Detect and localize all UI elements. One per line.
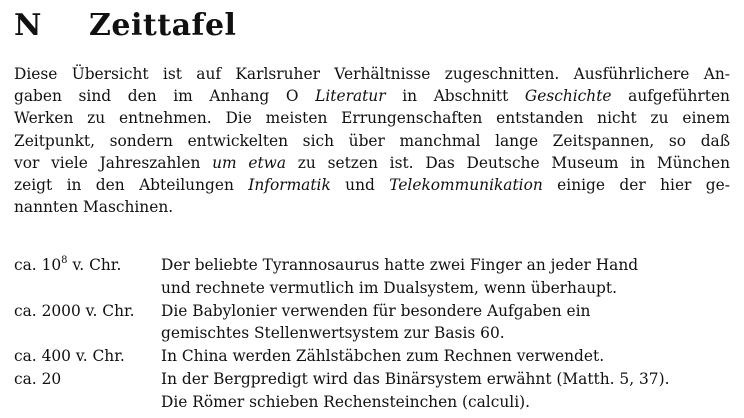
intro-text: gaben sind den im Anhang O [14, 87, 316, 106]
date-text: v. Chr. [67, 256, 122, 274]
telekommunikation-ref: Telekommunikation [389, 176, 543, 195]
timeline-date [14, 254, 161, 300]
date-exponent: 8 [61, 255, 68, 266]
intro-text: zeigt in den Abteilungen [14, 176, 249, 195]
geschichte-ref: Geschichte [524, 87, 612, 106]
intro-line: Diese Übersicht ist auf Karlsruher Verhältnisse zugeschnitten. Ausführlichere An- [14, 65, 730, 83]
intro-line: Zeitpunkt, sondern entwickelten sich über manchmal lange Zeitspannen, so daß [14, 131, 730, 150]
description-line: Der beliebte Tyrannosaurus hatte zwei Finger an jeder Hand [161, 256, 639, 274]
timeline-description [161, 254, 730, 300]
timeline-entry [14, 300, 730, 346]
intro-text: in Abschnitt [385, 87, 525, 106]
timeline-description [161, 345, 730, 368]
description-line: gemischtes Stellenwertsystem zur Basis 60. [161, 324, 505, 343]
intro-line [14, 174, 730, 196]
intro-line [14, 85, 730, 107]
intro-line [14, 152, 730, 174]
description-line: In der Bergpredigt wird das Binärsystem erwähnt (Matth. 5, 37). [161, 369, 670, 388]
intro-paragraph [14, 63, 730, 218]
date-text: ca. 10 [14, 256, 62, 274]
literatur-ref: Literatur [315, 87, 386, 106]
intro-text: vor viele Jahreszahlen [14, 153, 213, 172]
intro-text: zu setzen ist. Das Deutsche Museum in München [286, 153, 731, 172]
timeline-description [161, 300, 730, 346]
informatik-ref: Informatik [248, 176, 331, 195]
description-line: Die Babylonier verwenden für besondere Aufgaben ein [161, 301, 591, 320]
description-line: und rechnete vermutlich im Dualsystem, wenn überhaupt. [161, 278, 617, 297]
intro-text: aufgeführten [611, 87, 730, 106]
section-title: Zeittafel [89, 8, 237, 43]
section-number: N [14, 8, 42, 43]
timeline-date: ca. 2000 v. Chr. [14, 301, 135, 320]
section-heading [14, 6, 236, 46]
intro-line: nannten Maschinen. [14, 198, 174, 217]
intro-line: Werken zu entnehmen. Die meisten Errungenschaften entstanden nicht zu einem [14, 109, 730, 128]
um-etwa-emphasis: um etwa [212, 153, 287, 172]
intro-text: und [330, 176, 390, 195]
timeline-date: ca. 20 [14, 369, 62, 388]
description-line: In China werden Zählstäbchen zum Rechnen verwendet. [161, 347, 605, 366]
timeline-list [14, 254, 730, 414]
timeline-date: ca. 400 v. Chr. [14, 347, 125, 366]
timeline-entry [14, 345, 730, 368]
timeline-description [161, 368, 730, 414]
description-line: Die Römer schieben Rechensteinchen (calculi). [161, 392, 531, 411]
timeline-entry [14, 368, 730, 414]
intro-text: einige der hier ge- [542, 176, 730, 195]
timeline-entry [14, 254, 730, 300]
